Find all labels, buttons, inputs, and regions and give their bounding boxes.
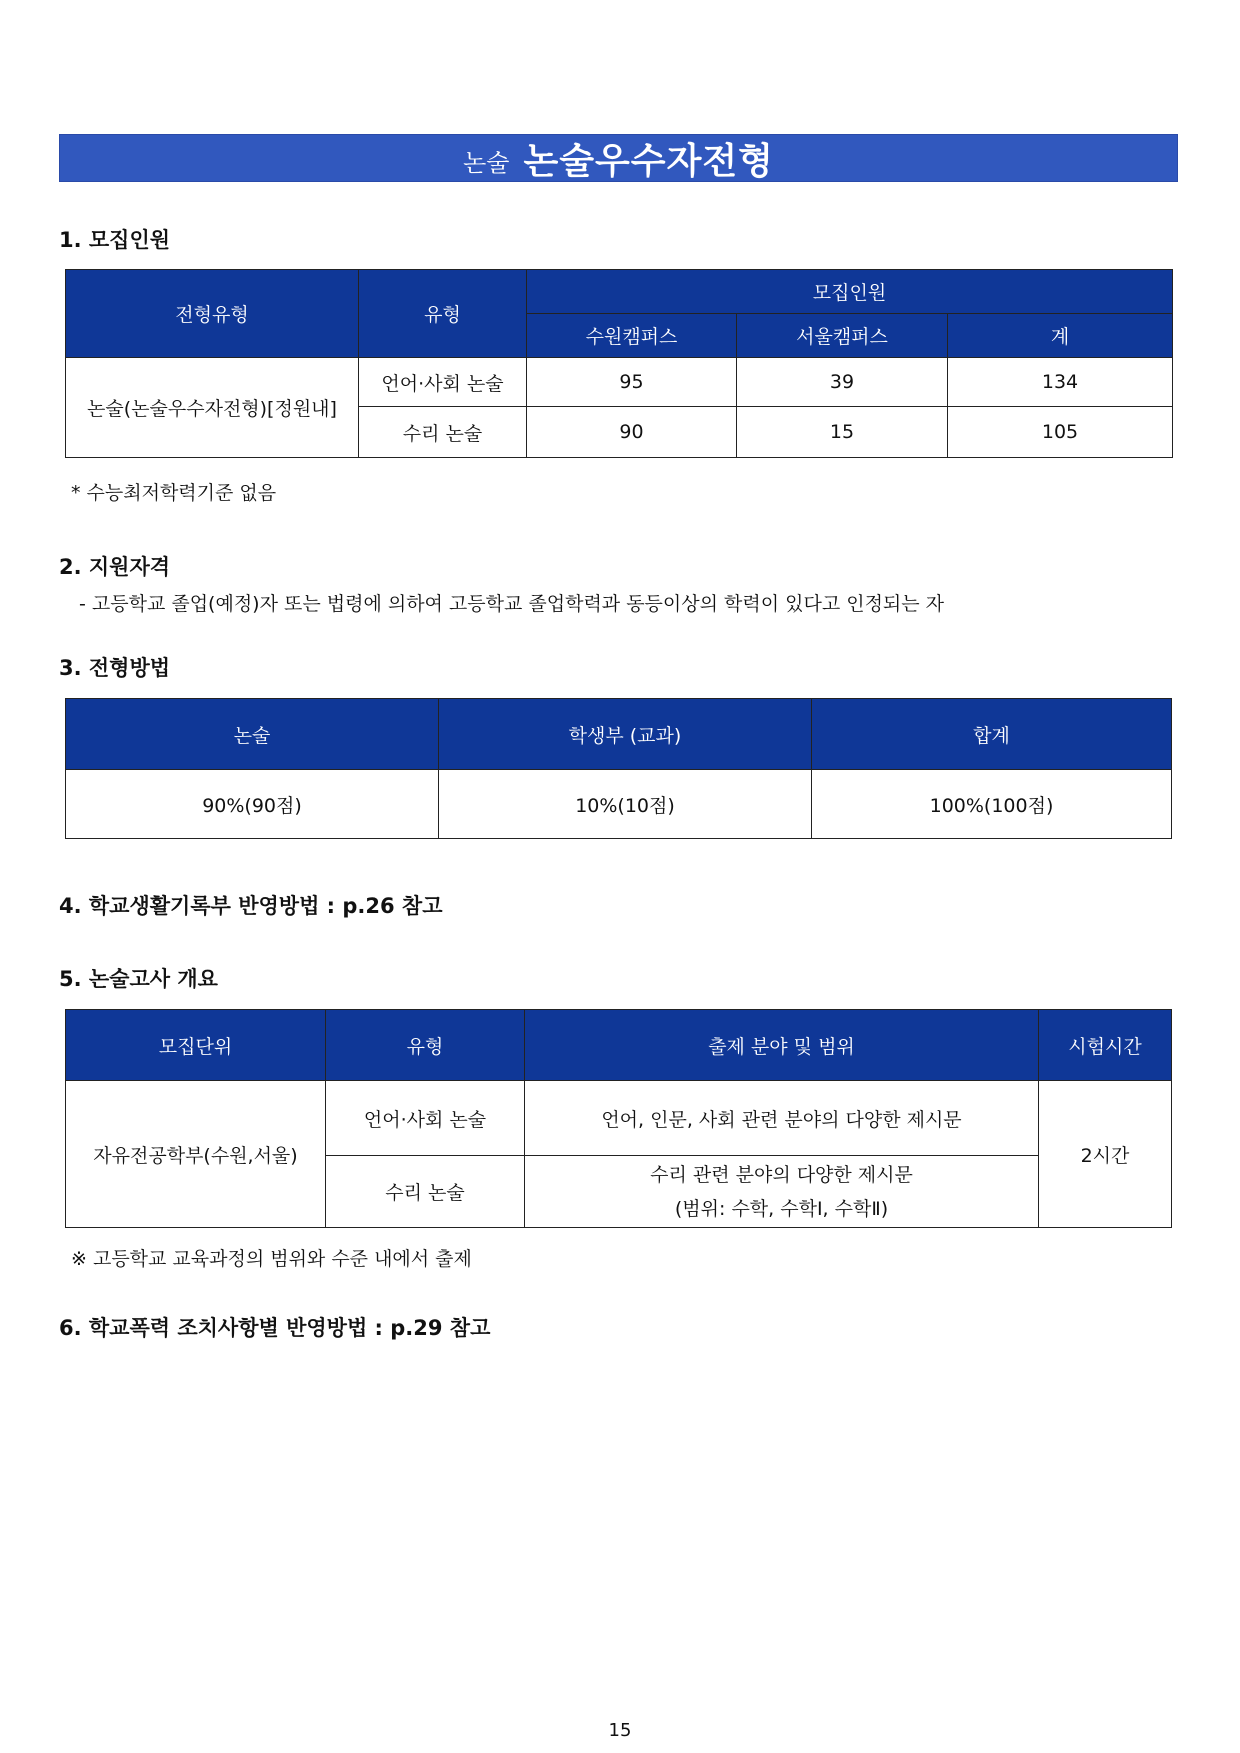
scope-cell <box>525 1156 1039 1228</box>
header-recruit-count: 모집인원 <box>527 270 1173 314</box>
essay-exam-table <box>65 1009 1172 1228</box>
page-banner <box>59 134 1178 182</box>
section-6-title: 6. 학교폭력 조치사항별 반영방법 : p.29 참고 <box>59 1316 491 1340</box>
unit-cell: 자유전공학부(수원,서울) <box>66 1081 326 1228</box>
sum-value: 100%(100점) <box>812 770 1172 839</box>
eligibility-text: - 고등학교 졸업(예정)자 또는 법령에 의하여 고등학교 졸업학력과 동등이상의 학력이 있다고 인정되는 자 <box>79 593 945 615</box>
essay-value: 90%(90점) <box>66 770 439 839</box>
header-school-record: 학생부 (교과) <box>439 699 812 770</box>
header-kind: 유형 <box>326 1010 525 1081</box>
admission-type-cell: 논술(논술우수자전형)[정원내] <box>66 358 359 458</box>
header-essay: 논술 <box>66 699 439 770</box>
section-1-title: 1. 모집인원 <box>59 228 171 252</box>
scope-range-text: (범위: 수학, 수학Ⅰ, 수학Ⅱ) <box>674 1197 889 1220</box>
section-3-title: 3. 전형방법 <box>59 656 171 680</box>
kind-cell: 수리 논술 <box>359 407 527 458</box>
section-5-title: 5. 논술고사 개요 <box>59 967 218 991</box>
header-kind: 유형 <box>359 270 527 358</box>
section-5-note: ※ 고등학교 교육과정의 범위와 수준 내에서 출제 <box>71 1248 472 1270</box>
section-1-note: * 수능최저학력기준 없음 <box>71 482 277 504</box>
table-row <box>66 358 1173 407</box>
header-seoul: 서울캠퍼스 <box>737 314 948 358</box>
seoul-cell: 15 <box>737 407 948 458</box>
suwon-cell: 95 <box>527 358 737 407</box>
scope-text: 수리 관련 분야의 다양한 제시문 <box>650 1163 913 1186</box>
header-exam-time: 시험시간 <box>1039 1010 1172 1081</box>
banner-category: 논술 <box>463 148 510 177</box>
table-row <box>66 1081 1172 1156</box>
suwon-cell: 90 <box>527 407 737 458</box>
kind-cell: 언어·사회 논술 <box>359 358 527 407</box>
exam-time-cell: 2시간 <box>1039 1081 1172 1228</box>
page-number: 15 <box>608 1720 632 1741</box>
kind-cell: 언어·사회 논술 <box>326 1081 525 1156</box>
total-cell: 134 <box>948 358 1173 407</box>
recruitment-table <box>65 269 1173 458</box>
banner-title: 논술우수자전형 <box>523 140 774 182</box>
scope-cell <box>525 1081 1039 1156</box>
header-unit: 모집단위 <box>66 1010 326 1081</box>
header-suwon: 수원캠퍼스 <box>527 314 737 358</box>
header-admission-type: 전형유형 <box>66 270 359 358</box>
section-2-title: 2. 지원자격 <box>59 555 171 579</box>
seoul-cell: 39 <box>737 358 948 407</box>
scope-text: 언어, 인문, 사회 관련 분야의 다양한 제시문 <box>601 1108 962 1131</box>
table-row <box>66 770 1172 839</box>
header-scope: 출제 분야 및 범위 <box>525 1010 1039 1081</box>
header-sum: 합계 <box>812 699 1172 770</box>
section-4-title: 4. 학교생활기록부 반영방법 : p.26 참고 <box>59 894 443 918</box>
school-record-value: 10%(10점) <box>439 770 812 839</box>
kind-cell: 수리 논술 <box>326 1156 525 1228</box>
total-cell: 105 <box>948 407 1173 458</box>
header-total: 계 <box>948 314 1173 358</box>
selection-method-table <box>65 698 1172 839</box>
